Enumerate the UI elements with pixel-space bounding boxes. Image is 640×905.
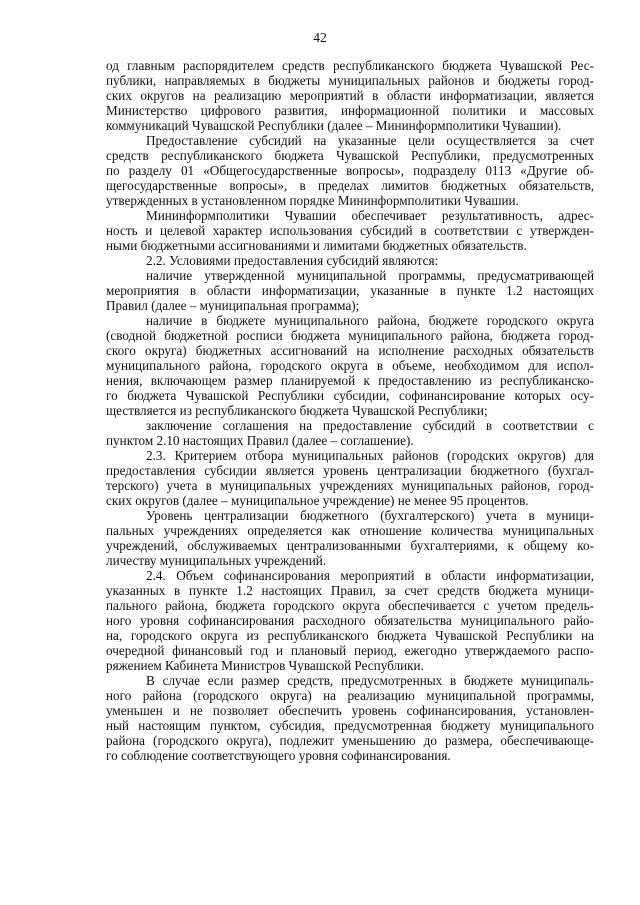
- paragraph: [106, 448, 594, 508]
- text-line: заключение соглашения на предоставление субсидий в соответствии с: [146, 418, 594, 433]
- text-line: ными бюджетными ассигнованиями и лимитами бюджетных обязательств.: [106, 238, 527, 253]
- text-line: щегосударственные вопросы», в пределах лимитов бюджетных обязательств,: [106, 178, 594, 193]
- paragraph: [106, 58, 594, 133]
- paragraph: [106, 418, 594, 448]
- text-line: наличие в бюджете муниципального района, бюджете городского округа: [146, 313, 594, 328]
- text-line: указанных в пункте 1.2 настоящих Правил, за счет средств бюджета муници-: [106, 583, 594, 598]
- text-line: нения, включающем размер планируемой к предоставлению из республиканско-: [106, 373, 594, 388]
- text-line: ного района (городского округа) на реализацию муниципальной программы,: [106, 688, 594, 703]
- text-line: 2.3. Критерием отбора муниципальных районов (городских округов) для: [146, 448, 594, 463]
- text-line: предоставления субсидии является уровень централизации бюджетного (бухгал-: [106, 463, 594, 478]
- paragraph: [106, 208, 594, 253]
- text-line: личеству муниципальных учреждений.: [106, 553, 327, 568]
- text-line: мероприятия в области информатизации, указанные в пункте 1.2 настоящих: [106, 283, 594, 298]
- text-line: публики, направляемых в бюджеты муниципальных районов и бюджеты город-: [106, 73, 594, 88]
- text-line: Правил (далее – муниципальная программа);: [106, 298, 360, 313]
- text-line: средств республиканского бюджета Чувашской Республики, предусмотренных: [106, 148, 594, 163]
- text-line: Министерство цифрового развития, информационной политики и массовых: [106, 103, 594, 118]
- document-body: [106, 58, 594, 763]
- text-line: очередной финансовый год и плановый период, ежегодно утверждаемого распо-: [106, 643, 594, 658]
- paragraph: [106, 313, 594, 418]
- text-line: пального района, бюджета городского округа обеспечивается с учетом предель-: [106, 598, 594, 613]
- paragraph: [106, 673, 594, 763]
- text-line: В случае если размер средств, предусмотренных в бюджете муниципаль-: [146, 673, 594, 688]
- text-line: (сводной бюджетной росписи бюджета муниципального района, бюджета город-: [106, 328, 594, 343]
- text-line: 2.4. Объем софинансирования мероприятий в области информатизации,: [146, 568, 594, 583]
- text-line: од главным распорядителем средств республиканского бюджета Чувашской Рес-: [106, 58, 594, 73]
- text-line: го соблюдение соответствующего уровня софинансирования.: [106, 748, 451, 763]
- text-line: ряжением Кабинета Министров Чувашской Республики.: [106, 658, 424, 673]
- paragraph: [106, 133, 594, 208]
- text-line: района (городского округа), подлежит уменьшению до размера, обеспечивающе-: [106, 733, 594, 748]
- text-line: пунктом 2.10 настоящих Правил (далее – соглашение).: [106, 433, 414, 448]
- paragraph: [106, 268, 594, 313]
- text-line: Мининформполитики Чувашии обеспечивает результативность, адрес-: [146, 208, 594, 223]
- text-line: Предоставление субсидий на указанные цели осуществляется за счет: [146, 133, 594, 148]
- text-line: ществляется из республиканского бюджета Чувашской Республики;: [106, 403, 488, 418]
- text-line: ный настоящим пунктом, субсидия, предусмотренная бюджету муниципального: [106, 718, 594, 733]
- text-line: ских округов на реализацию мероприятий в области информатизации, является: [106, 88, 594, 103]
- text-line: 2.2. Условиями предоставления субсидий являются:: [146, 253, 439, 268]
- text-line: по разделу 01 «Общегосударственные вопросы», подразделу 0113 «Другие об-: [106, 163, 594, 178]
- text-line: ность и целевой характер использования субсидий в соответствии с утвержден-: [106, 223, 594, 238]
- page-number: 42: [313, 30, 327, 45]
- text-line: пальных учреждениях определяется как отношение количества муниципальных: [106, 523, 594, 538]
- text-line: ного уровня софинансирования расходного обязательства муниципального райо-: [106, 613, 594, 628]
- text-line: уменьшен и не позволяет обеспечить уровень софинансирования, установлен-: [106, 703, 594, 718]
- paragraph: [106, 253, 594, 268]
- text-line: го бюджета Чувашской Республики субсидии, софинансирование которых осу-: [106, 388, 594, 403]
- paragraph: [106, 568, 594, 673]
- text-line: коммуникаций Чувашской Республики (далее – Мининформполитики Чувашии).: [106, 118, 562, 133]
- text-line: учреждений, обслуживаемых централизованными бухгалтериями, к общему ко-: [106, 538, 594, 553]
- text-line: ских округов (далее – муниципальное учреждение) не менее 95 процентов.: [106, 493, 529, 508]
- text-line: наличие утвержденной муниципальной программы, предусматривающей: [146, 268, 594, 283]
- text-line: на, городского округа из республиканского бюджета Чувашской Республики на: [106, 628, 594, 643]
- paragraph: [106, 508, 594, 568]
- text-line: ского округа) бюджетных ассигнований на исполнение расходных обязательств: [106, 343, 594, 358]
- text-line: терского) учета в муниципальных учреждениях муниципальных районов, город-: [106, 478, 594, 493]
- text-line: Уровень централизации бюджетного (бухгалтерского) учета в муници-: [146, 508, 594, 523]
- text-line: утвержденных в установленном порядке Мининформполитики Чувашии.: [106, 193, 519, 208]
- text-line: муниципального района, городского округа в объеме, необходимом для испол-: [106, 358, 594, 373]
